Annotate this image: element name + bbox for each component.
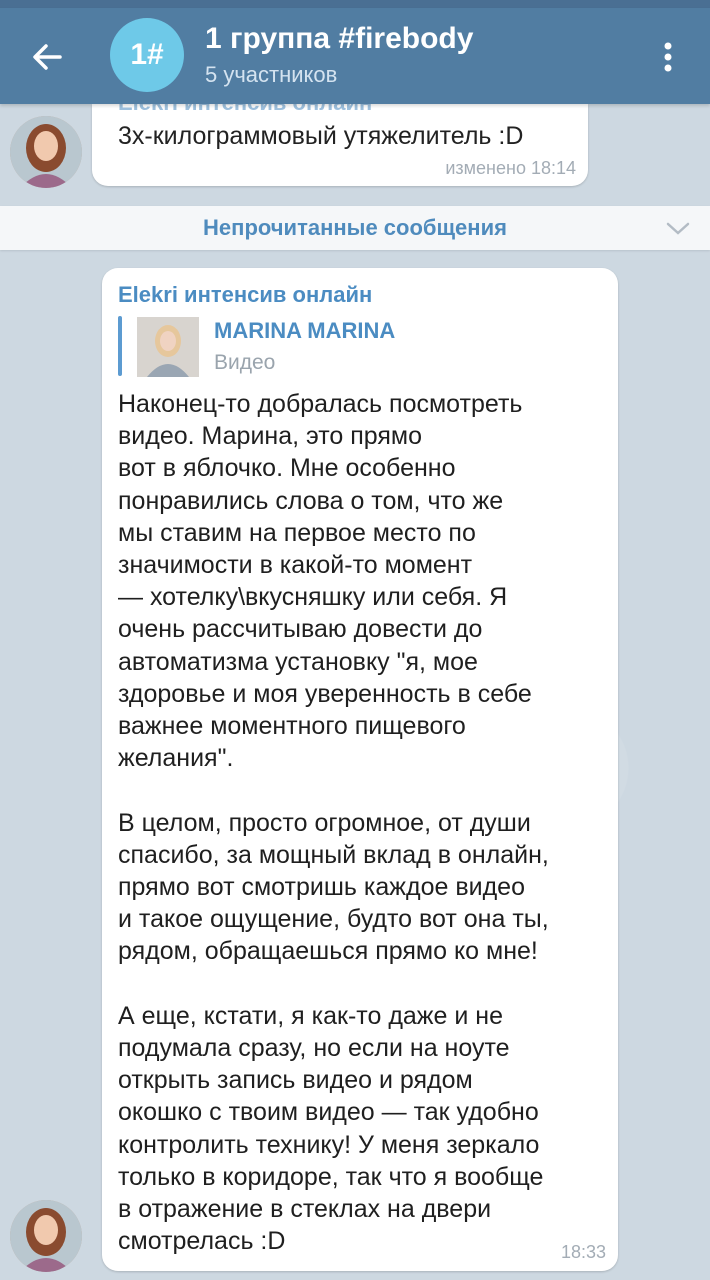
reply-video-thumbnail[interactable] <box>137 317 199 377</box>
group-avatar[interactable]: 1# <box>110 18 184 92</box>
reply-media-type: Видео <box>214 351 276 374</box>
video-thumbnail-icon <box>137 317 199 377</box>
message-text: Наконец-то добралась посмотреть видео. Марина, это прямо вот в яблочко. Мне особенно понравились слова о том, что же мы ставим на первое место по значимости в какой-то момент — хотелку\вкусняшку или себя. Я очень рассчитываю довести до автоматизма установку "я, мое здоровье и моя уверенность в себе важнее моментного пищевого желания". В целом, просто огромное, от души спасибо, за мощный вклад в онлайн, прямо вот смотришь каждое видео и такое ощущение, будто вот она ты, рядом, обращаешься прямо ко мне! А еще, кстати, я как-то даже и не подумала сразу, но если на ноуте открыть запись видео и рядом окошко с твоим видео — так удобно контролить технику! У меня зеркало только в коридоре, так что я вообще в отражение в стеклах на двери смотрелась :D <box>118 390 549 1256</box>
message-text: 3х-килограммовый утяжелитель :D <box>118 122 524 150</box>
chat-subtitle: 5 участников <box>205 62 338 87</box>
message-edited-time: изменено 18:14 <box>445 158 576 178</box>
reply-accent-bar <box>118 316 122 376</box>
user-photo-icon <box>10 1200 82 1272</box>
status-bar <box>0 0 710 8</box>
chat-title[interactable]: 1 группа #firebody <box>205 22 474 55</box>
reply-sender-name: MARINA MARINA <box>214 318 396 343</box>
arrow-left-icon <box>22 32 72 82</box>
message-bubble[interactable] <box>92 104 588 186</box>
more-menu-button[interactable] <box>650 32 686 82</box>
unread-label: Непрочитанные сообщения <box>203 215 507 240</box>
forwarded-from-label[interactable]: Elekri интенсив онлайн <box>118 282 373 307</box>
back-button[interactable] <box>22 32 72 82</box>
unread-messages-divider <box>0 206 710 250</box>
sender-avatar[interactable] <box>10 116 82 188</box>
message-time: 18:33 <box>560 1242 606 1262</box>
chevron-down-icon[interactable] <box>664 218 692 238</box>
message-bubble[interactable] <box>102 268 618 1271</box>
chat-header <box>0 8 710 104</box>
more-vertical-icon <box>650 32 686 82</box>
sender-avatar[interactable] <box>10 1200 82 1272</box>
user-photo-icon <box>10 116 82 188</box>
